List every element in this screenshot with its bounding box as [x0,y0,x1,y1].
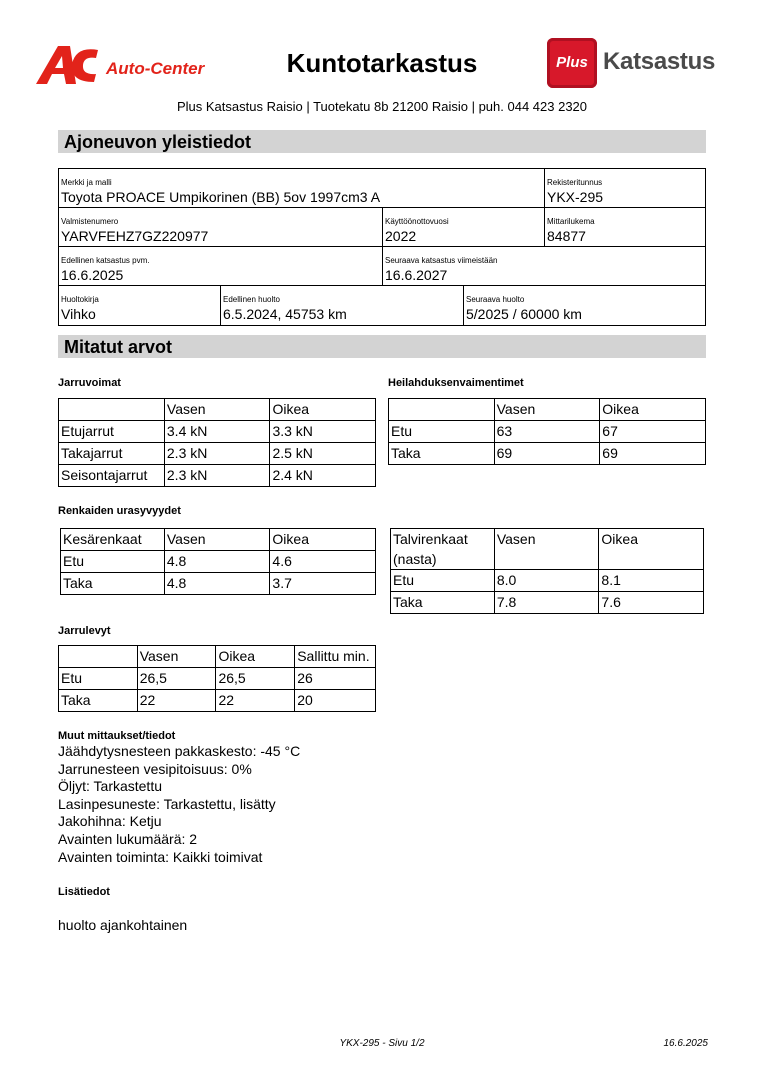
other-line: Öljyt: Tarkastettu [58,778,163,794]
table-row [389,421,706,443]
other-line: Lasinpesuneste: Tarkastettu, lisätty [58,796,276,812]
table-cell: 67 [600,421,706,443]
first-use-value: 2022 [385,228,417,244]
table-row [61,573,376,595]
table-header-cell: Vasen [494,399,600,421]
table-header-cell [59,399,165,421]
reg-label: Rekisteritunnus [547,178,603,187]
next-service-label: Seuraava huolto [466,295,525,304]
table-row [59,443,376,465]
table-cell: Taka [389,443,495,465]
other-line: Jäähdytysnesteen pakkaskesto: -45 °C [58,743,301,759]
table-cell: 7.6 [599,592,704,614]
table-cell: 26 [295,668,376,690]
table-header-cell [389,399,495,421]
vehicle-row [59,208,705,247]
table-cell: 3.7 [270,573,376,595]
katsastus-logo-text: Katsastus [603,48,716,75]
table-header-cell: Oikea [216,646,295,668]
table-row [389,443,706,465]
table-row [59,690,376,712]
table-cell: 7.8 [494,592,599,614]
table-header-cell [59,646,138,668]
table-cell: 26,5 [216,668,295,690]
footer-date: 16.6.2025 [663,1038,708,1049]
table-cell: Taka [391,592,495,614]
table-cell: 8.0 [494,570,599,592]
summer-tires-table [60,528,376,595]
table-cell: 22 [216,690,295,712]
table-row [59,465,376,487]
make-model-label: Merkki ja malli [61,178,112,187]
prev-service-label: Edellinen huolto [223,295,280,304]
vehicle-row [59,286,705,325]
odometer-label: Mittarilukema [547,217,595,226]
next-service-cell [464,286,705,325]
table-cell: 2.3 kN [164,465,270,487]
table-cell: Etujarrut [59,421,165,443]
table-header-cell: Oikea [270,529,376,551]
plus-badge: Plus [547,38,597,88]
table-header-cell: Talvirenkaat (nasta) [391,529,495,570]
table-cell: 2.5 kN [270,443,376,465]
table-cell: 3.3 kN [270,421,376,443]
table-header-cell: Vasen [164,399,270,421]
next-inspection-value: 16.6.2027 [385,267,448,283]
table-header-cell: Oikea [270,399,376,421]
vin-label: Valmistenumero [61,217,119,226]
next-inspection-cell [383,247,705,285]
winter-tires-table [390,528,704,614]
shocks-heading: Heilahduksenvaimentimet [388,377,524,389]
table-cell: Taka [61,573,165,595]
table-cell: 4.8 [164,573,270,595]
table-header-row [59,399,376,421]
table-cell: 22 [137,690,216,712]
table-row [391,592,704,614]
shocks-table [388,398,706,465]
auto-center-logo-text: Auto-Center [106,59,205,78]
document-title: Kuntotarkastus [286,48,478,78]
table-cell: Etu [389,421,495,443]
table-cell: 4.8 [164,551,270,573]
vin-cell [59,208,383,246]
table-cell: 4.6 [270,551,376,573]
table-row [391,570,704,592]
tires-heading: Renkaiden urasyvyydet [58,505,181,517]
other-heading: Muut mittaukset/tiedot [58,730,176,742]
table-header-cell: Sallittu min. [295,646,376,668]
table-cell: 20 [295,690,376,712]
table-header-cell: Vasen [137,646,216,668]
make-model-cell [59,169,545,207]
discs-heading: Jarrulevyt [58,625,111,637]
prev-inspection-cell [59,247,383,285]
footer-page-info: YKX-295 - Sivu 1/2 [339,1038,425,1049]
other-line: Avainten toiminta: Kaikki toimivat [58,849,263,865]
table-cell: 3.4 kN [164,421,270,443]
extra-text: huolto ajankohtainen [58,917,188,933]
table-cell: 26,5 [137,668,216,690]
company-info: Plus Katsastus Raisio | Tuotekatu 8b 21200 Raisio | puh. 044 423 2320 [176,99,588,114]
odometer-cell [545,208,705,246]
brakes-heading: Jarruvoimat [58,377,121,389]
other-line: Jakohihna: Ketju [58,813,162,829]
first-use-cell [383,208,545,246]
prev-service-value: 6.5.2024, 45753 km [223,306,347,322]
table-cell: 69 [494,443,600,465]
service-book-value: Vihko [61,306,96,322]
prev-inspection-value: 16.6.2025 [61,267,124,283]
vehicle-row [59,169,705,208]
brakes-table [58,398,376,487]
table-cell: Etu [391,570,495,592]
table-cell: Etu [61,551,165,573]
other-line: Avainten lukumäärä: 2 [58,831,198,847]
table-cell: Taka [59,690,138,712]
plus-katsastus-logo [547,38,727,88]
table-row [59,421,376,443]
table-row [59,668,376,690]
vehicle-info-grid [58,168,706,326]
odometer-value: 84877 [547,228,586,244]
table-header-cell: Oikea [600,399,706,421]
service-book-cell [59,286,221,325]
table-cell: Seisontajarrut [59,465,165,487]
next-inspection-label: Seuraava katsastus viimeistään [385,256,498,265]
reg-value: YKX-295 [547,189,604,205]
reg-cell [545,169,705,207]
section-measured: Mitatut arvot [58,335,706,358]
table-row [61,551,376,573]
table-header-cell: Oikea [599,529,704,570]
table-header-row [389,399,706,421]
table-header-cell: Kesärenkaat [61,529,165,551]
table-cell: Takajarrut [59,443,165,465]
table-header-cell: Vasen [164,529,270,551]
other-line: Jarrunesteen vesipitoisuus: 0% [58,761,252,777]
first-use-label: Käyttöönottovuosi [385,217,449,226]
vin-value: YARVFEHZ7GZ220977 [61,228,209,244]
prev-service-cell [221,286,464,325]
table-cell: 69 [600,443,706,465]
next-service-value: 5/2025 / 60000 km [466,306,582,322]
table-header-row [61,529,376,551]
table-header-row [59,646,376,668]
extra-heading: Lisätiedot [58,886,110,898]
prev-inspection-label: Edellinen katsastus pvm. [61,256,150,265]
table-cell: 63 [494,421,600,443]
section-general: Ajoneuvon yleistiedot [58,130,706,153]
brake-discs-table [58,645,376,712]
table-cell: 8.1 [599,570,704,592]
table-cell: 2.3 kN [164,443,270,465]
table-cell: 2.4 kN [270,465,376,487]
vehicle-row [59,247,705,286]
table-header-row [391,529,704,570]
make-model-value: Toyota PROACE Umpikorinen (BB) 5ov 1997cm3 A [61,189,381,205]
table-header-cell: Vasen [494,529,599,570]
service-book-label: Huoltokirja [61,295,99,304]
table-cell: Etu [59,668,138,690]
